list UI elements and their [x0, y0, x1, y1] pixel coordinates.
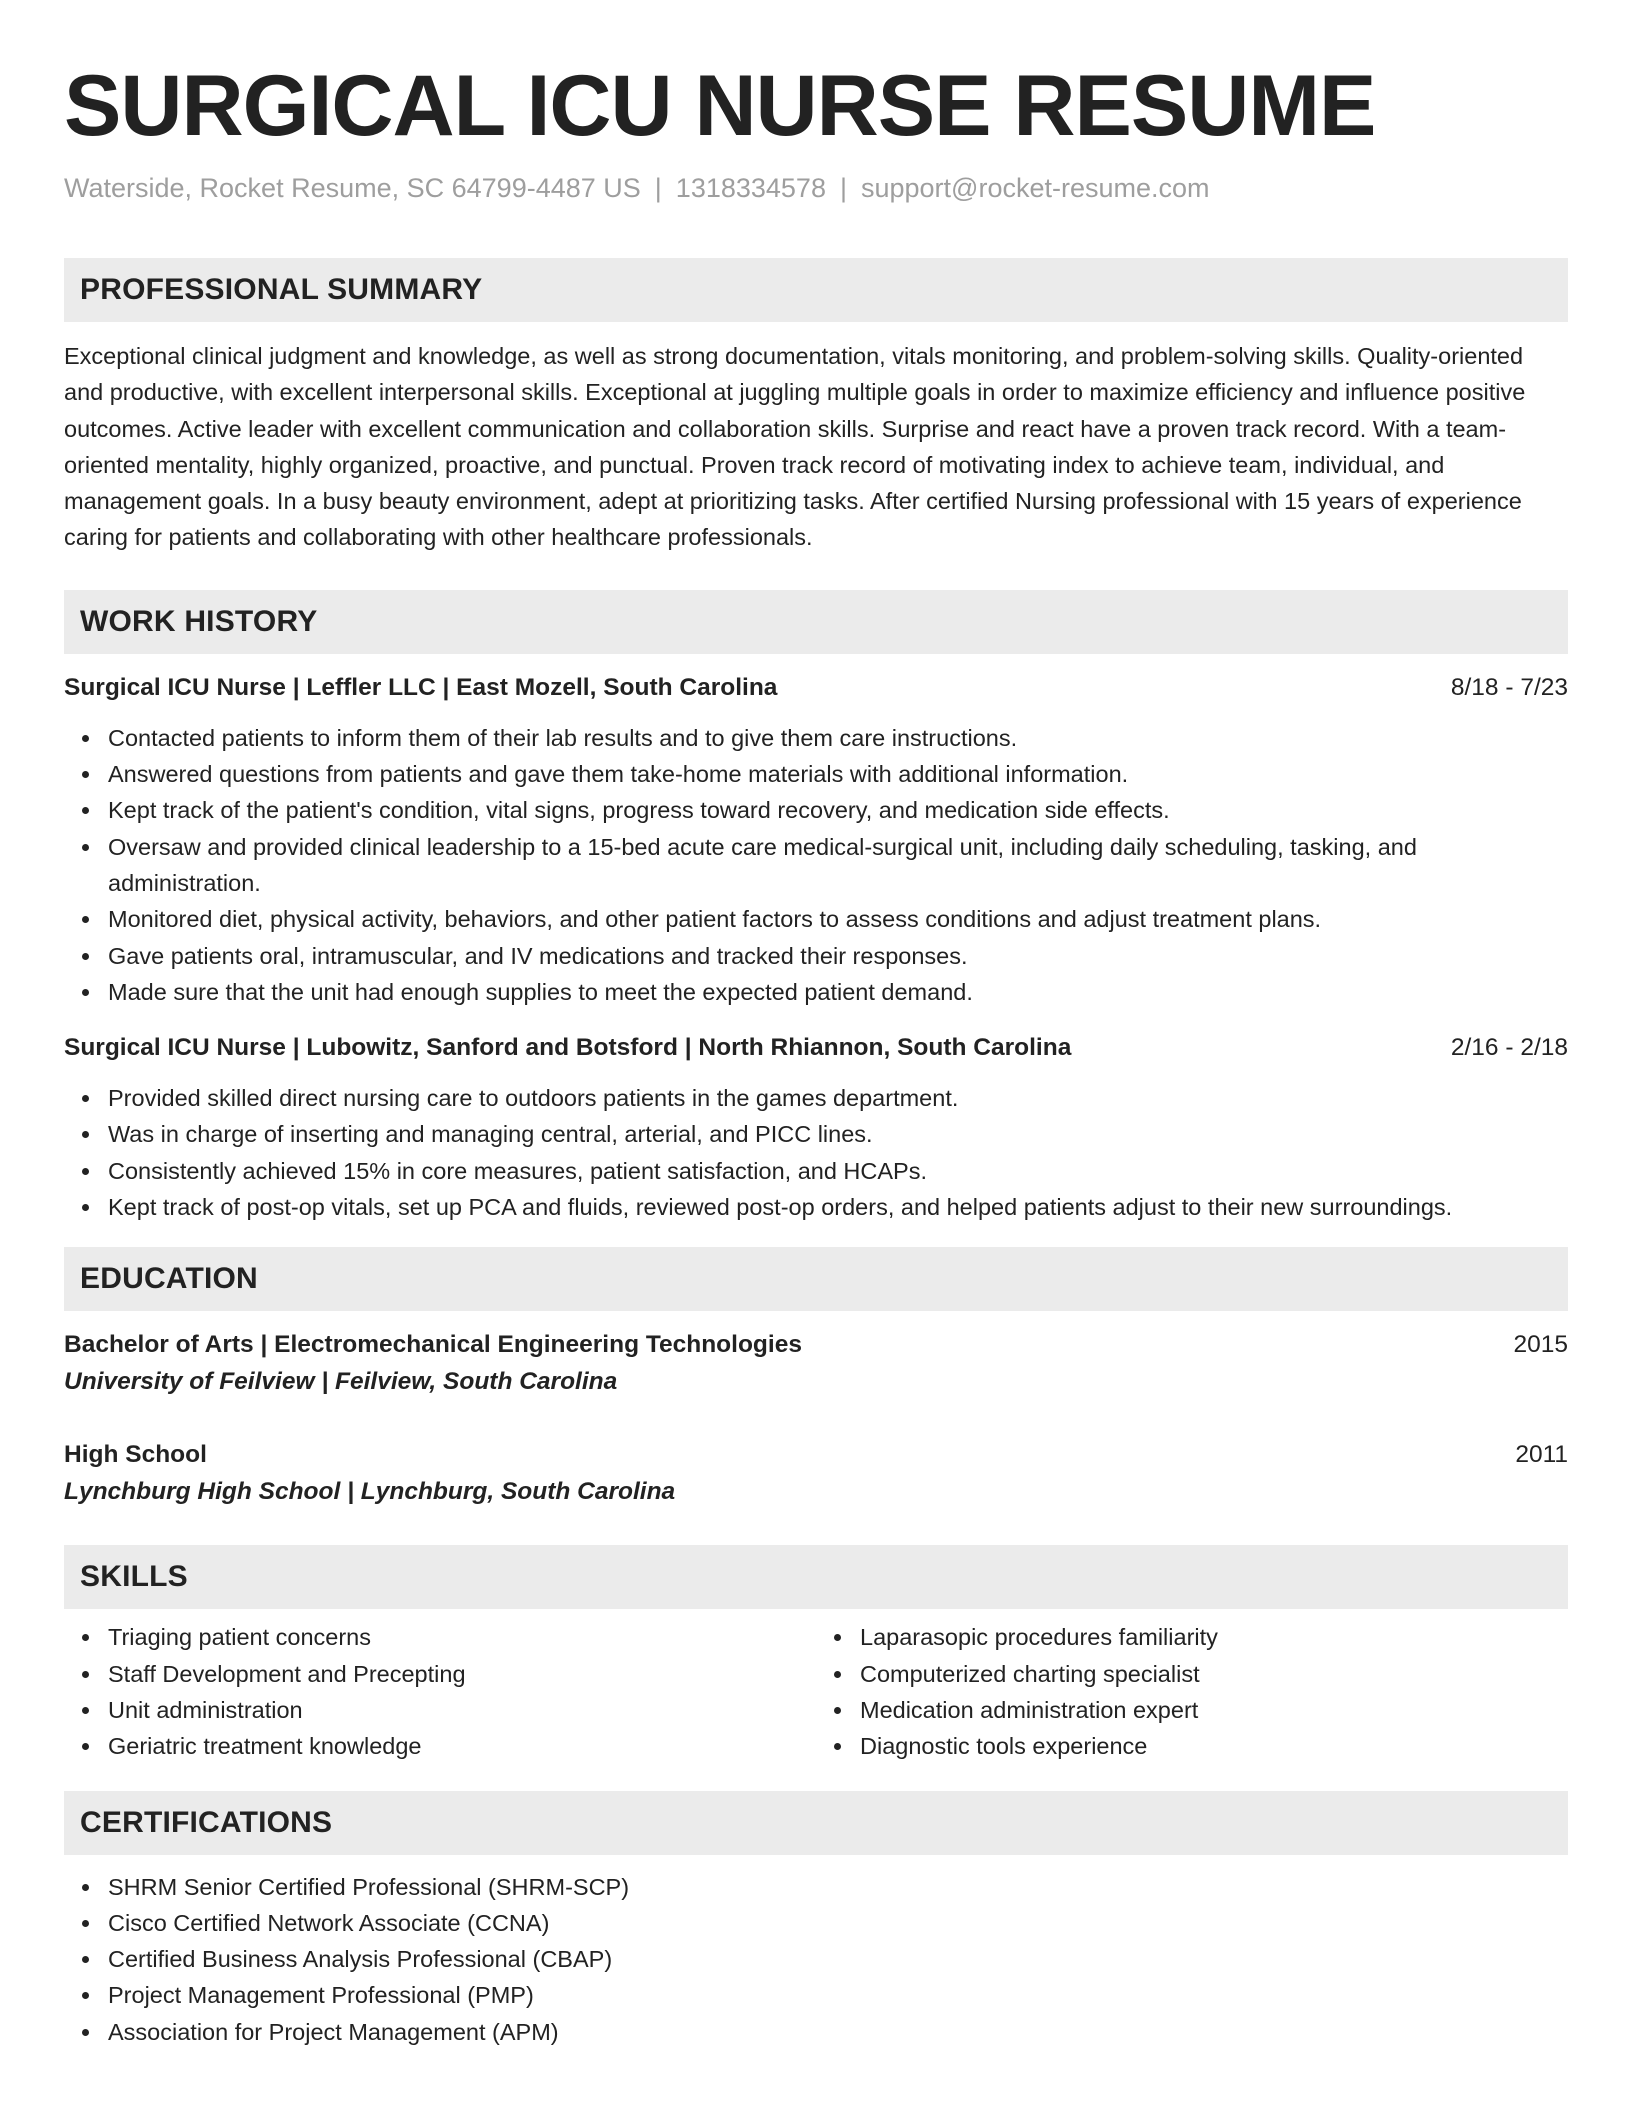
certification-item: Certified Business Analysis Professional (CBAP) [108, 1941, 1568, 1977]
certifications-list [64, 1869, 1568, 2050]
section-heading-education: EDUCATION [64, 1247, 1568, 1311]
resume-title: SURGICAL ICU NURSE RESUME [64, 58, 1376, 154]
contact-phone: 1318334578 [675, 173, 826, 203]
certifications-section [64, 1791, 1568, 2050]
contact-separator: | [654, 173, 662, 203]
contact-line [64, 170, 1568, 206]
job-bullet: Kept track of the patient's condition, vital signs, progress toward recovery, and medication side effects. [108, 792, 1568, 828]
skill-item: Computerized charting specialist [860, 1656, 1568, 1692]
job-entry [64, 1030, 1568, 1225]
skills-list-left [64, 1619, 816, 1764]
education-entry [64, 1327, 1568, 1401]
job-title: Surgical ICU Nurse | Lubowitz, Sanford and Botsford | North Rhiannon, South Carolina [64, 1034, 1072, 1062]
skill-item: Geriatric treatment knowledge [108, 1728, 816, 1764]
education-school: Lynchburg High School | Lynchburg, South Carolina [64, 1478, 676, 1506]
job-dates: 8/18 - 7/23 [1450, 673, 1568, 701]
certification-item: Project Management Professional (PMP) [108, 1977, 1568, 2013]
education-degree: High School [64, 1441, 207, 1469]
education-entry [64, 1437, 1568, 1511]
education-year: 2015 [1513, 1331, 1568, 1359]
work-history-section [64, 590, 1568, 1226]
job-bullet: Was in charge of inserting and managing central, arterial, and PICC lines. [108, 1116, 1568, 1152]
contact-separator: | [839, 173, 847, 203]
certification-item: SHRM Senior Certified Professional (SHRM-SCP) [108, 1869, 1568, 1905]
education-header [64, 1437, 1568, 1473]
skill-item: Triaging patient concerns [108, 1619, 816, 1655]
section-heading-certifications: CERTIFICATIONS [64, 1791, 1568, 1855]
skills-section [64, 1545, 1568, 1764]
job-bullet: Made sure that the unit had enough supplies to meet the expected patient demand. [108, 974, 1568, 1010]
contact-address: Waterside, Rocket Resume, SC 64799-4487 US [64, 173, 641, 203]
job-title: Surgical ICU Nurse | Leffler LLC | East Mozell, South Carolina [64, 673, 778, 701]
education-section [64, 1247, 1568, 1511]
skills-columns [64, 1619, 1568, 1764]
job-bullet: Contacted patients to inform them of their lab results and to give them care instructions. [108, 720, 1568, 756]
skill-item: Unit administration [108, 1692, 816, 1728]
job-header [64, 1030, 1568, 1066]
job-bullet: Answered questions from patients and gave them take-home materials with additional information. [108, 756, 1568, 792]
education-header [64, 1327, 1568, 1363]
job-bullets [64, 1080, 1568, 1225]
education-year: 2011 [1515, 1441, 1568, 1469]
section-heading-skills: SKILLS [64, 1545, 1568, 1609]
section-heading-work-history: WORK HISTORY [64, 590, 1568, 654]
contact-email: support@rocket-resume.com [860, 173, 1210, 203]
education-school: University of Feilview | Feilview, South Carolina [64, 1368, 618, 1396]
job-bullet: Gave patients oral, intramuscular, and IV medications and tracked their responses. [108, 938, 1568, 974]
job-bullet: Kept track of post-op vitals, set up PCA and fluids, reviewed post-op orders, and helped patients adjust to their new surroundings. [108, 1189, 1568, 1225]
skills-list-right [816, 1619, 1568, 1764]
certification-item: Cisco Certified Network Associate (CCNA) [108, 1905, 1568, 1941]
summary-section [64, 258, 1568, 556]
job-entry [64, 670, 1568, 1010]
job-bullet: Provided skilled direct nursing care to outdoors patients in the games department. [108, 1080, 1568, 1116]
job-bullet: Consistently achieved 15% in core measures, patient satisfaction, and HCAPs. [108, 1153, 1568, 1189]
job-bullet: Oversaw and provided clinical leadership to a 15-bed acute care medical-surgical unit, including daily scheduling, tasking, and administration. [108, 829, 1568, 902]
skill-item: Medication administration expert [860, 1692, 1568, 1728]
skill-item: Laparasopic procedures familiarity [860, 1619, 1568, 1655]
job-bullets [64, 720, 1568, 1010]
job-dates: 2/16 - 2/18 [1450, 1034, 1568, 1062]
job-header [64, 670, 1568, 706]
job-bullet: Monitored diet, physical activity, behaviors, and other patient factors to assess conditions and adjust treatment plans. [108, 901, 1568, 937]
summary-text: Exceptional clinical judgment and knowledge, as well as strong documentation, vitals monitoring, and problem-solving skills. Quality-oriented and productive, with excellent interpersonal skills. Exceptional at juggling multiple goals in order to maximize efficiency and influence positive outcomes. Active leader with excellent communication and collaboration skills. Surprise and react have a proven track record. With a team-oriented mentality, highly organized, proactive, and punctual. Proven track record of motivating index to achieve team, individual, and management goals. In a busy beauty environment, adept at prioritizing tasks. After certified Nursing professional with 15 years of experience caring for patients and collaborating with other healthcare professionals. [64, 343, 1526, 551]
certification-item: Association for Project Management (APM) [108, 2014, 1568, 2050]
skill-item: Diagnostic tools experience [860, 1728, 1568, 1764]
section-heading-summary: PROFESSIONAL SUMMARY [64, 258, 1568, 322]
education-degree: Bachelor of Arts | Electromechanical Engineering Technologies [64, 1331, 802, 1359]
skill-item: Staff Development and Precepting [108, 1656, 816, 1692]
